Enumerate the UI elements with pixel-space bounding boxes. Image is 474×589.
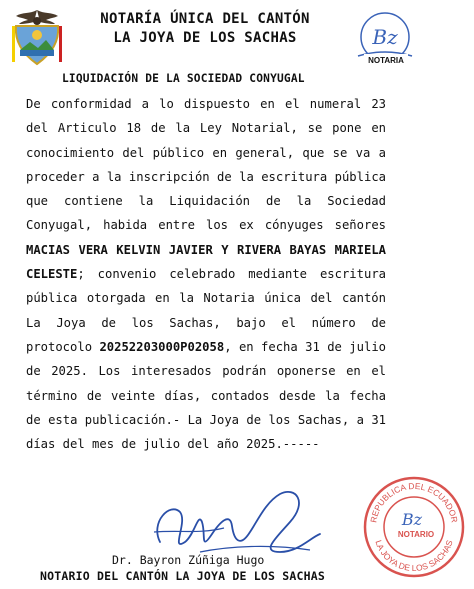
protocol-number: 20252203000P02058 [99, 339, 225, 354]
notary-office-title: NOTARIO DEL CANTÓN LA JOYA DE LOS SACHAS [40, 569, 325, 583]
logo-initials: Bz [372, 25, 398, 49]
party-names: MACIAS VERA KELVIN JAVIER Y RIVERA BAYAS MARIELA CELESTE [26, 242, 386, 282]
body-part-1: De conformidad a lo dispuesto en el numeral 23 del Articulo 18 de la Ley Notarial, se pone en conocimiento del público en general, que se va a proceder a la inscripción de la escritura pública que contiene la Liquidación de la Sociedad Conyugal, habida entre los ex cónyuges señores [26, 97, 386, 233]
seal-ring-bottom-text: LA JOYA DE LOS SACHAS [373, 538, 455, 574]
notary-logo [350, 10, 420, 70]
title-line-1: NOTARÍA ÚNICA DEL CANTÓN [100, 11, 310, 27]
notary-seal [362, 475, 466, 579]
seal-center-text: NOTARIO [397, 530, 435, 539]
notary-title [70, 10, 340, 48]
document-heading: LIQUIDACIÓN DE LA SOCIEDAD CONYUGAL [62, 72, 305, 85]
notary-name: Dr. Bayron Zúñiga Hugo [112, 553, 265, 567]
signature-image [140, 482, 340, 562]
title-line-2: LA JOYA DE LOS SACHAS [113, 30, 297, 46]
seal-initials: Bz [401, 510, 423, 529]
logo-text: NOTARIA [368, 56, 404, 65]
body-part-3: , en fecha 31 de julio de 2025. Los interesados podrán oponerse en el término de veinte días, contados desde la fecha de esta publicación.- La Joya de los Sachas, a 31 días del mes de julio del año 2025.----- [26, 339, 386, 452]
document-body [26, 92, 386, 456]
body-part-2: ; convenio celebrado mediante escritura pública otorgada en la Notaria única del cantón La Joya de los Sachas, bajo el número de protocolo [26, 267, 386, 354]
coat-of-arms-icon [10, 8, 64, 68]
seal-ring-top-text: REPUBLICA DEL ECUADOR [368, 480, 460, 524]
